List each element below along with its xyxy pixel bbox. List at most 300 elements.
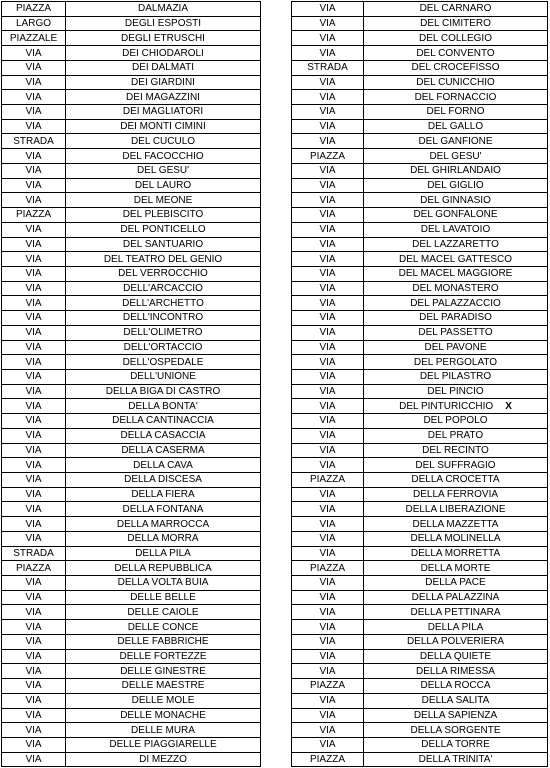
table-row [2,487,261,502]
street-type-cell: VIA [2,487,66,502]
table-row [2,75,261,90]
left-table-body [2,2,261,767]
street-name-cell [364,443,548,458]
street-type-cell: VIA [292,105,364,120]
table-row [292,473,548,488]
street-type-cell: VIA [292,428,364,443]
street-name: DEL MACEL MAGGIORE [398,268,513,280]
street-type-cell: VIA [292,340,364,355]
street-name: DEL LAVATOIO [420,224,491,236]
street-type-cell: VIA [2,679,66,694]
street-name-cell [66,620,261,635]
table-row [292,237,548,252]
table-row [2,252,261,267]
street-name: DEL PASSETTO [418,327,493,339]
street-type-cell: VIA [2,443,66,458]
street-name-cell [364,679,548,694]
street-name: DELLA TORRE [421,739,490,751]
table-row [292,311,548,326]
street-name-cell [66,296,261,311]
street-name-cell [364,737,548,752]
table-row [292,458,548,473]
street-name-cell [66,708,261,723]
street-type-cell: VIA [2,252,66,267]
table-row [292,723,548,738]
street-name-cell [66,105,261,120]
street-type-cell: LARGO [2,16,66,31]
street-type-cell: VIA [2,325,66,340]
street-name: DELLE PIAGGIARELLE [109,739,217,751]
street-name: DELLA PILA [135,547,191,559]
street-name-cell [364,163,548,178]
street-name: DELLE MAESTRE [121,680,205,692]
street-name: DELLA LIBERAZIONE [405,503,506,515]
street-type-cell: VIA [292,590,364,605]
table-row [292,134,548,149]
street-type-cell: PIAZZA [292,679,364,694]
street-name: DELL'ARCACCIO [123,283,203,295]
street-type-cell: VIA [2,90,66,105]
street-name-cell [66,134,261,149]
street-name: DEL SUFFRAGIO [415,459,496,471]
street-type-cell: VIA [292,296,364,311]
table-row [292,531,548,546]
street-type-cell: VIA [2,649,66,664]
street-name-cell [364,325,548,340]
street-name: DELLA MORTE [420,562,491,574]
street-name: DELLA VOLTA BUIA [117,577,209,589]
street-name: DELLA BONTA' [128,400,198,412]
street-name-cell [66,664,261,679]
street-name: DEL FORNO [426,106,485,118]
street-type-cell: VIA [2,752,66,767]
table-row [2,60,261,75]
street-type-cell: VIA [2,576,66,591]
street-name: DEI MONTI CIMINI [120,121,206,133]
street-name: DELLE FORTEZZE [119,650,207,662]
street-type-cell: VIA [2,46,66,61]
street-name: DELLA FONTANA [122,503,204,515]
street-type-cell: VIA [292,620,364,635]
right-table-body [292,2,548,767]
table-row [2,119,261,134]
street-name-cell [364,634,548,649]
street-type-cell: VIA [2,369,66,384]
street-name: DEL CIMITERO [420,18,491,30]
table-row [292,281,548,296]
table-row [2,414,261,429]
table-row [292,605,548,620]
street-name: DI MEZZO [139,754,187,766]
street-name: DELLA REPUBBLICA [114,562,212,574]
street-name-cell [364,458,548,473]
table-row [2,163,261,178]
street-name: DEI GIARDINI [131,76,195,88]
table-row [2,16,261,31]
street-name: DEL PERGOLATO [413,356,498,368]
street-type-cell: VIA [2,384,66,399]
table-row [292,369,548,384]
street-name-cell [364,16,548,31]
street-name-cell [364,693,548,708]
table-row [292,46,548,61]
street-name: DEL PRATO [427,430,484,442]
table-row [2,134,261,149]
street-name: DEL FACOCCHIO [122,150,204,162]
street-name-cell [364,134,548,149]
street-name-cell [364,252,548,267]
table-row [2,222,261,237]
street-name-cell [364,752,548,767]
table-row [2,576,261,591]
street-name-cell [66,237,261,252]
street-name-cell [364,222,548,237]
street-name: DELLA FERROVIA [412,489,499,501]
table-row [2,325,261,340]
street-name: DELLA POLVERIERA [406,636,505,648]
street-name: DEI DALMATI [131,62,195,74]
street-name: DEL CARNARO [419,3,492,15]
street-name: DEL MONASTERO [412,283,499,295]
street-name: DELLA MARROCCA [116,518,210,530]
street-name-cell [364,31,548,46]
x-mark: X [505,400,512,412]
street-name: DELLE GINESTRE [120,665,206,677]
street-name: DEL SANTUARIO [122,238,204,250]
table-row [292,90,548,105]
street-name-cell [364,649,548,664]
street-name: DELLA MORRA [127,533,199,545]
street-name-cell [66,2,261,17]
street-name: DELLA RIMESSA [416,665,495,677]
street-name-cell [364,399,548,414]
table-row [2,605,261,620]
street-type-cell: VIA [2,531,66,546]
street-name-cell [66,252,261,267]
street-name: DELLA CASERMA [121,444,205,456]
street-name: DEL GESU' [136,165,190,177]
street-type-cell: VIA [2,428,66,443]
street-name: DELLE CAIOLE [127,606,199,618]
table-row [292,399,548,414]
street-type-cell: VIA [292,208,364,223]
table-row [2,502,261,517]
street-name-cell [66,119,261,134]
street-name-cell [66,487,261,502]
street-name: DEGLI ETRUSCHI [121,32,205,44]
table-row [292,517,548,532]
street-name: DEL PALAZZACCIO [410,297,501,309]
table-row [292,252,548,267]
street-type-cell: VIA [292,355,364,370]
table-row [2,473,261,488]
street-name-cell [66,178,261,193]
street-name-cell [66,737,261,752]
table-row [2,649,261,664]
table-row [292,561,548,576]
street-name: DEGLI ESPOSTI [124,18,202,30]
street-type-cell: VIA [2,355,66,370]
street-name-cell [66,605,261,620]
street-name: DELLA MORRETTA [410,547,501,559]
street-name-cell [66,266,261,281]
table-row [292,576,548,591]
street-name-cell [66,473,261,488]
street-type-cell: VIA [292,16,364,31]
right-street-table [291,1,548,767]
table-row [292,649,548,664]
street-type-cell: VIA [292,325,364,340]
street-name-cell [66,414,261,429]
table-row [2,31,261,46]
street-name-cell [66,576,261,591]
street-name: DEL VERROCCHIO [118,268,208,280]
street-name-cell [66,369,261,384]
table-row [2,752,261,767]
street-name: DELLA CROCETTA [411,474,500,486]
street-type-cell: VIA [2,414,66,429]
street-type-cell: PIAZZALE [2,31,66,46]
street-name-cell [66,149,261,164]
street-name-cell [66,649,261,664]
street-name-cell [364,502,548,517]
street-type-cell: VIA [2,605,66,620]
street-type-cell: VIA [292,634,364,649]
street-name-cell [66,208,261,223]
street-name: DELL'OSPEDALE [122,356,204,368]
street-name-cell [66,693,261,708]
street-name-cell [66,222,261,237]
street-type-cell: VIA [2,163,66,178]
left-street-table [1,1,261,767]
street-name: DELLE MURA [131,724,195,736]
street-name-cell [364,46,548,61]
street-name: DELLA BIGA DI CASTRO [105,386,221,398]
street-name-cell [66,325,261,340]
table-row [2,723,261,738]
table-row [292,163,548,178]
street-name: DALMAZIA [137,3,188,15]
street-name-cell [66,502,261,517]
street-name-cell [364,487,548,502]
table-row [2,178,261,193]
street-name: DELLE CONCE [127,621,199,633]
table-row [2,193,261,208]
table-row [292,546,548,561]
street-type-cell: VIA [292,546,364,561]
street-name: DELLE MOLE [131,695,195,707]
street-name-cell [364,355,548,370]
street-type-cell: VIA [2,60,66,75]
street-type-cell: VIA [2,296,66,311]
street-name: DELLE BELLE [130,592,196,604]
street-name: DEI MAGLIATORI [122,106,204,118]
street-name: DELL'ORTACCIO [123,341,203,353]
street-type-cell: VIA [2,237,66,252]
table-row [292,414,548,429]
street-type-cell: VIA [2,473,66,488]
street-type-cell: VIA [292,90,364,105]
table-row [292,355,548,370]
street-name-cell [364,590,548,605]
table-row [292,679,548,694]
street-name-cell [66,723,261,738]
street-name-cell [364,664,548,679]
street-name-cell [66,590,261,605]
street-name-cell [364,384,548,399]
street-name-cell [66,634,261,649]
table-row [292,325,548,340]
street-name: DELLA PALAZZINA [411,592,500,604]
table-row [292,60,548,75]
street-name: DEL MEONE [133,194,193,206]
table-row [292,708,548,723]
table-row [2,237,261,252]
street-type-cell: VIA [292,443,364,458]
street-name: DELLA MAZZETTA [412,518,499,530]
street-name-cell [364,119,548,134]
table-row [2,281,261,296]
street-name: DELLA ROCCA [420,680,491,692]
street-name: DEL RECINTO [422,444,489,456]
street-type-cell: VIA [2,620,66,635]
street-type-cell: VIA [292,266,364,281]
street-type-cell: VIA [292,649,364,664]
street-name: DEL CONVENTO [416,47,495,59]
street-type-cell: STRADA [2,134,66,149]
street-type-cell: VIA [292,369,364,384]
street-type-cell: VIA [292,708,364,723]
street-name: DELLA CANTINACCIA [112,415,214,427]
street-type-cell: VIA [292,458,364,473]
street-type-cell: VIA [292,605,364,620]
street-name-cell [364,428,548,443]
street-name: DELLA QUIETE [419,650,492,662]
street-type-cell: VIA [292,193,364,208]
street-name-cell [364,311,548,326]
street-type-cell: VIA [2,693,66,708]
street-type-cell: VIA [292,311,364,326]
street-type-cell: VIA [292,252,364,267]
street-type-cell: VIA [2,723,66,738]
street-name-cell [364,546,548,561]
street-name: DELLA SAPIENZA [413,709,498,721]
street-name: DEL PLEBISCITO [122,209,204,221]
table-row [292,590,548,605]
street-type-cell: VIA [2,178,66,193]
table-row [292,149,548,164]
street-name: DEL GIGLIO [427,179,484,191]
street-type-cell: VIA [292,664,364,679]
table-row [292,752,548,767]
street-name-cell [66,16,261,31]
street-name-cell [66,46,261,61]
table-row [2,679,261,694]
table-row [2,561,261,576]
table-row [2,266,261,281]
street-type-cell: VIA [2,119,66,134]
table-row [292,2,548,17]
street-name-cell [66,384,261,399]
street-type-cell: VIA [2,634,66,649]
street-type-cell: VIA [292,487,364,502]
street-type-cell: VIA [292,31,364,46]
table-row [292,340,548,355]
street-type-cell: PIAZZA [2,561,66,576]
table-row [2,590,261,605]
table-row [292,620,548,635]
street-type-cell: VIA [2,266,66,281]
street-name-cell [66,31,261,46]
table-row [2,46,261,61]
street-name-cell [364,531,548,546]
street-type-cell: STRADA [2,546,66,561]
table-row [2,531,261,546]
street-name-cell [364,414,548,429]
street-name-cell [66,443,261,458]
table-row [292,664,548,679]
street-name: DEL FORNACCIO [414,91,497,103]
street-name: DEL LAURO [134,179,192,191]
street-type-cell: VIA [292,46,364,61]
street-name: DEL POPOLO [423,415,488,427]
street-name-cell [364,178,548,193]
street-name: DELLA DISCESA [124,474,202,486]
street-name-cell [66,458,261,473]
street-name-cell [66,546,261,561]
table-row [292,296,548,311]
table-row [292,31,548,46]
table-row [292,105,548,120]
street-name-cell [66,517,261,532]
street-type-cell: VIA [292,75,364,90]
street-name-cell [66,281,261,296]
street-name: DELLA FIERA [131,489,195,501]
street-type-cell: STRADA [292,60,364,75]
street-name-cell [364,193,548,208]
street-name-cell [364,2,548,17]
street-name-cell [364,561,548,576]
table-row [2,369,261,384]
table-row [2,149,261,164]
street-name: DEL PARADISO [419,312,492,324]
street-name: DELLA SALITA [421,695,490,707]
table-row [2,458,261,473]
street-name: DEL GANFIONE [418,135,493,147]
street-name-cell [364,266,548,281]
street-name: DEL PONTICELLO [120,224,206,236]
street-name-cell [364,369,548,384]
street-name-cell [66,75,261,90]
street-type-cell: VIA [2,193,66,208]
street-type-cell: VIA [2,517,66,532]
street-name-cell [66,355,261,370]
street-type-cell: VIA [292,222,364,237]
street-name: DEL GINNASIO [420,194,491,206]
street-type-cell: PIAZZA [292,149,364,164]
street-name: DELL'ARCHETTO [122,297,204,309]
street-name: DEL GALLO [427,121,484,133]
street-type-cell: VIA [2,105,66,120]
street-name-cell [66,679,261,694]
street-type-cell: VIA [2,311,66,326]
street-type-cell: VIA [292,531,364,546]
street-name: DEL PINCIO [427,386,484,398]
street-name-cell [66,531,261,546]
street-name: DELLA PILA [427,621,484,633]
street-name: DEL CUCULO [130,135,196,147]
street-name-cell [364,723,548,738]
